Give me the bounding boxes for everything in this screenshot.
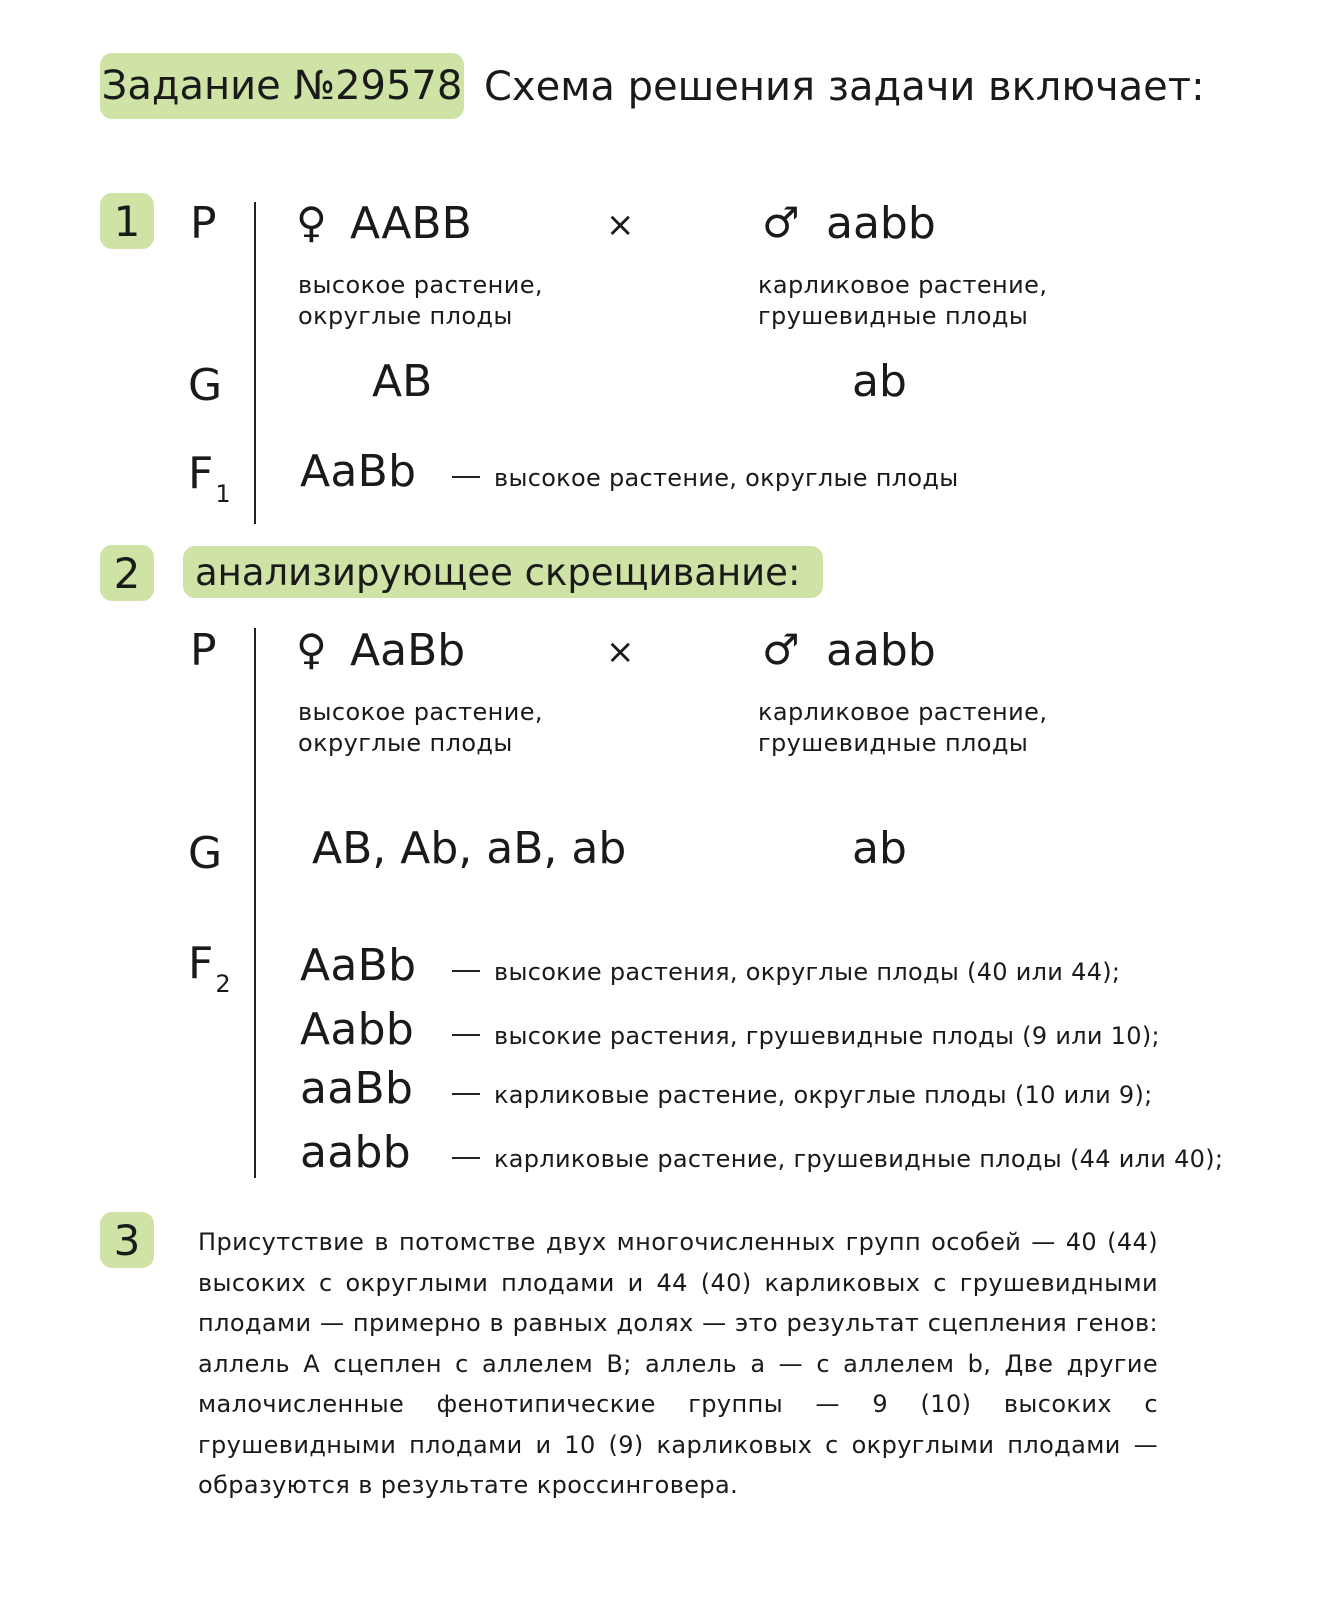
cross-symbol-icon: × [606, 205, 635, 245]
offspring-genotype: AaBb [300, 446, 417, 497]
dash-divider [452, 1157, 480, 1159]
offspring-phenotype: высокое растение, округлые плоды [494, 464, 959, 492]
offspring-phenotype: карликовые растение, округлые плоды (10 или 9); [494, 1081, 1153, 1109]
section-1-badge [100, 193, 154, 249]
section-1-female-phenotype: высокое растение, округлые плоды [298, 271, 543, 330]
section-1-male-genotype: aabb [826, 198, 936, 249]
offspring-row [300, 1004, 1160, 1055]
section-2-female-genotype: AaBb [350, 625, 466, 676]
section-2-female-gametes: AB, Ab, aB, ab [312, 823, 627, 874]
f-subscript: 2 [215, 970, 231, 998]
section-3-badge [100, 1212, 154, 1268]
female-symbol-icon: ♀ [296, 198, 327, 247]
section-2-badge [100, 545, 154, 601]
f-letter: F [188, 938, 214, 989]
section-1-male-phenotype: карликовое растение, грушевидные плоды [758, 271, 1048, 330]
male-symbol-icon: ♂ [762, 625, 800, 674]
section-2-female-phenotype: высокое растение, округлые плоды [298, 698, 543, 757]
section-2-male-phenotype: карликовое растение, грушевидные плоды [758, 698, 1048, 757]
section-1-female-gametes: AB [372, 356, 433, 407]
cross-symbol-icon: × [606, 632, 635, 672]
offspring-genotype: aaBb [300, 1063, 414, 1114]
section-2-heading [183, 546, 823, 598]
offspring-row [300, 940, 1120, 991]
offspring-phenotype: высокие растения, грушевидные плоды (9 или 10); [494, 1022, 1160, 1050]
section-2-divider [254, 628, 256, 1178]
f-letter: F [188, 448, 214, 499]
offspring-genotype: AaBb [300, 940, 417, 991]
section-3-number: 3 [113, 1215, 141, 1265]
section-1-female-genotype: AABB [350, 198, 472, 249]
section-2-male-genotype: aabb [826, 625, 936, 676]
section-2-number: 2 [113, 548, 141, 598]
dash-divider [452, 476, 480, 478]
offspring-phenotype: высокие растения, округлые плоды (40 или 44); [494, 958, 1121, 986]
offspring-phenotype: карликовые растение, грушевидные плоды (44 или 40); [494, 1145, 1224, 1173]
section-2-male-gametes: ab [852, 823, 907, 874]
offspring-genotype: aabb [300, 1127, 411, 1178]
task-number-text: Задание №29578 [101, 63, 463, 109]
female-symbol-icon: ♀ [296, 625, 327, 674]
section-1-f1-label [188, 448, 231, 508]
f-subscript: 1 [215, 480, 231, 508]
conclusion-paragraph: Присутствие в потомстве двух многочисленных групп особей — 40 (44) высоких с округлыми плодами и 44 (40) карликовых с грушевидными плодами — примерно в равных долях — это результат сцепления генов: аллель А сцеплен с аллелем В; аллель а — с аллелем b, Две другие малочисленные фенотипические группы — 9 (10) высоких с грушевидными плодами и 10 (9) карликовых с округлыми плодами — образуются в результате кроссинговера. [198, 1228, 1158, 1499]
offspring-row [300, 1127, 1223, 1178]
section-1-divider [254, 202, 256, 524]
page-title: Схема решения задачи включает: [484, 64, 1205, 110]
section-2-f2-label [188, 938, 231, 998]
section-2-heading-text: анализирующее скрещивание: [195, 550, 801, 594]
offspring-genotype: Aabb [300, 1004, 415, 1055]
section-1-offspring-row [300, 446, 959, 497]
task-number-label [100, 53, 464, 119]
dash-divider [452, 1093, 480, 1095]
male-symbol-icon: ♂ [762, 198, 800, 247]
dash-divider [452, 970, 480, 972]
section-1-male-gametes: ab [852, 356, 907, 407]
section-1-number: 1 [113, 196, 141, 246]
offspring-row [300, 1063, 1153, 1114]
section-1-p-label: P [190, 198, 217, 249]
section-2-g-label: G [188, 828, 223, 879]
section-2-p-label: P [190, 625, 217, 676]
dash-divider [452, 1034, 480, 1036]
section-1-g-label: G [188, 360, 223, 411]
